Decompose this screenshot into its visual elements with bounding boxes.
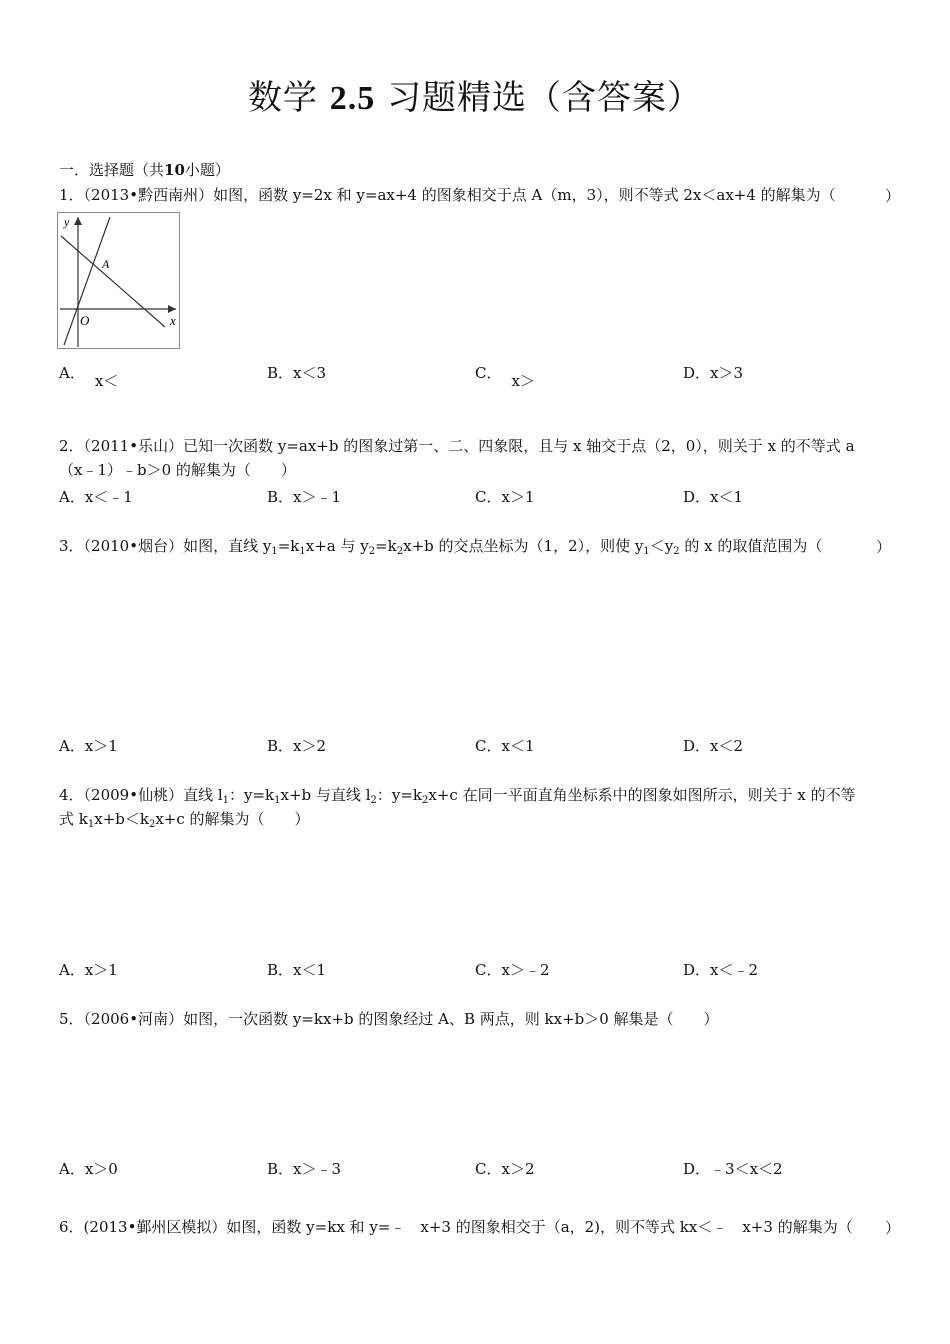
q5-option-c[interactable]: C．x＞2 bbox=[475, 1160, 535, 1178]
origin-label: O bbox=[80, 313, 90, 328]
q2-option-c[interactable]: C．x＞1 bbox=[475, 488, 535, 506]
q1-option-a[interactable]: A． x＜ bbox=[59, 364, 119, 390]
q3-option-d[interactable]: D．x＜2 bbox=[683, 737, 744, 755]
y-axis-arrow bbox=[74, 217, 82, 225]
question-1-text: 1．（2013•黔西南州）如图，函数 y=2x 和 y=ax+4 的图象相交于点 A（m，3），则不等式 2x＜ax+4 的解集为（ bbox=[59, 186, 836, 204]
q5-option-b[interactable]: B．x＞﹣3 bbox=[267, 1160, 342, 1178]
question-4-line-2: 式 $k_1x+b<k_2x+c$ 的解集为（ ） bbox=[59, 810, 310, 830]
question-1-close-paren: ） bbox=[885, 187, 901, 205]
question-2-line-1: 2．（2011•乐山）已知一次函数 y=ax+b 的图象过第一、二、四象限，且与 x 轴交于点（2，0），则关于 x 的不等式 a bbox=[59, 437, 855, 455]
question-6-close-paren: ） bbox=[885, 1219, 901, 1237]
q3-option-a[interactable]: A．x＞1 bbox=[59, 737, 118, 755]
section-heading: 一．选择题（共10小题） bbox=[59, 161, 230, 179]
question-3-close-paren: ） bbox=[876, 538, 892, 556]
question-2-line-2: （x﹣1）﹣b＞0 的解集为（ ） bbox=[59, 461, 296, 479]
x-axis-arrow bbox=[168, 305, 176, 313]
q3-option-c[interactable]: C．x＜1 bbox=[475, 737, 535, 755]
section-count: 10 bbox=[164, 161, 185, 179]
y-label: y bbox=[64, 215, 70, 229]
q2-option-d[interactable]: D．x＜1 bbox=[683, 488, 744, 506]
point-a-label: A bbox=[102, 257, 110, 271]
q1-option-d[interactable]: D．x＞3 bbox=[683, 364, 744, 382]
question-5-text: 5．（2006•河南）如图，一次函数 y=kx+b 的图象经过 A、B 两点，则 kx+b＞0 解集是（ ） bbox=[59, 1010, 719, 1028]
q4-option-d[interactable]: D．x＜﹣2 bbox=[683, 961, 759, 979]
q2-option-b[interactable]: B．x＞﹣1 bbox=[267, 488, 342, 506]
q5-option-d[interactable]: D．﹣3＜x＜2 bbox=[683, 1160, 783, 1178]
q1-graph bbox=[58, 213, 179, 348]
q4-option-b[interactable]: B．x＜1 bbox=[267, 961, 327, 979]
question-1-figure bbox=[57, 212, 180, 349]
q1-option-c[interactable]: C． x＞ bbox=[475, 364, 535, 390]
line-y-ax-plus-4 bbox=[61, 236, 165, 327]
q2-option-a[interactable]: A．x＜﹣1 bbox=[59, 488, 133, 506]
q5-option-a[interactable]: A．x＞0 bbox=[59, 1160, 118, 1178]
question-6-text: 6．(2013•鄞州区模拟）如图，函数 y=kx 和 y=﹣ x+3 的图象相交于（a，2)，则不等式 kx＜﹣ x+3 的解集为（ bbox=[59, 1218, 853, 1236]
x-label: x bbox=[170, 313, 176, 328]
title-number: 2.5 bbox=[329, 80, 376, 117]
q1-option-b[interactable]: B．x＜3 bbox=[267, 364, 327, 382]
question-3-text: 3．（2010•烟台）如图，直线 $y_1=k_1x+a$ 与 $y_2=k_2x+b$ 的交点坐标为（1，2），则使 $y_1<y_2$ 的 x 的取值范围为（ bbox=[59, 537, 823, 557]
question-4-line-1: 4．（2009•仙桃）直线 $l_1$：$y=k_1x+b$ 与直线 $l_2$：$y=k_2x+c$ 在同一平面直角坐标系中的图象如图所示，则关于 x 的不等 bbox=[59, 786, 856, 806]
q4-option-c[interactable]: C．x＞﹣2 bbox=[475, 961, 550, 979]
page-title: 数学 2.5 习题精选（含答案） bbox=[247, 78, 703, 118]
q4-option-a[interactable]: A．x＞1 bbox=[59, 961, 118, 979]
q3-option-b[interactable]: B．x＞2 bbox=[267, 737, 327, 755]
